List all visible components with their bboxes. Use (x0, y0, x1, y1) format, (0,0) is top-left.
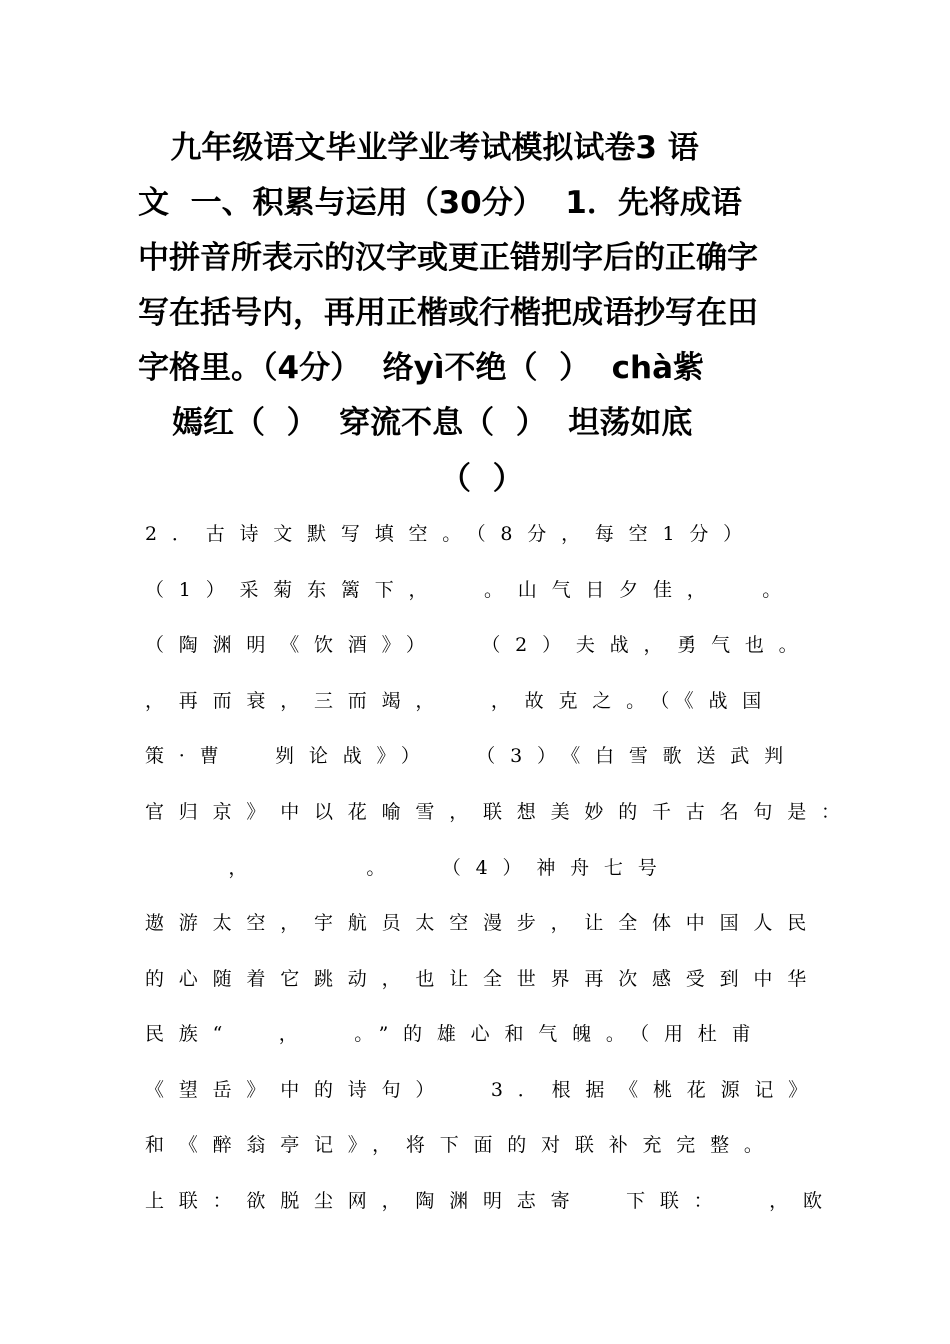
body-line-2: （1）采菊东篱下， 。山气日夕佳， 。 (145, 579, 797, 601)
body-line-5: 策·曹 刿论战》） （3）《白雪歌送武判 (145, 745, 798, 767)
header-line-7: （ ） (440, 461, 524, 497)
body-line-13: 上联：欲脱尘网，陶渊明志寄 下联： ，欧 (145, 1190, 837, 1212)
body-line-7: ， 。 （4）神舟七号 (145, 857, 672, 879)
body-line-6: 官归京》中以花喻雪，联想美妙的千古名句是： (145, 801, 855, 823)
body-line-9: 的心随着它跳动，也让全世界再次感受到中华 (145, 968, 822, 990)
body-line-8: 遨游太空，宇航员太空漫步，让全体中国人民 (145, 912, 822, 934)
body-line-1: 2．古诗文默写填空。（8分，每空1分） (145, 523, 757, 545)
header-line-3: 中拼音所表示的汉字或更正错别字后的正确字 (138, 240, 758, 276)
body-line-12: 和《醉翁亭记》，将下面的对联补充完整。 (145, 1134, 778, 1156)
body-line-11: 《望岳》中的诗句） 3．根据《桃花源记》 (145, 1079, 822, 1101)
header-line-4: 写在括号内，再用正楷或行楷把成语抄写在田 (138, 295, 758, 331)
header-line-2: 文 一、积累与运用（30分） 1．先将成语 (138, 185, 742, 221)
header-line-5: 字格里。（4分） 络yì不绝（ ） chà紫 (138, 350, 705, 386)
body-line-10: 民族“ ， 。”的雄心和气魄。（用杜甫 (145, 1023, 766, 1045)
header-line-1: 九年级语文毕业学业考试模拟试卷3 语 (138, 130, 699, 166)
header-line-6: 嫣红（ ） 穿流不息（ ） 坦荡如底 (172, 405, 693, 441)
body-line-3: （陶渊明《饮酒》） （2）夫战，勇气也。 (145, 634, 813, 656)
body-line-4: ，再而衰，三而竭， ，故克之。（《战国 (145, 690, 777, 712)
